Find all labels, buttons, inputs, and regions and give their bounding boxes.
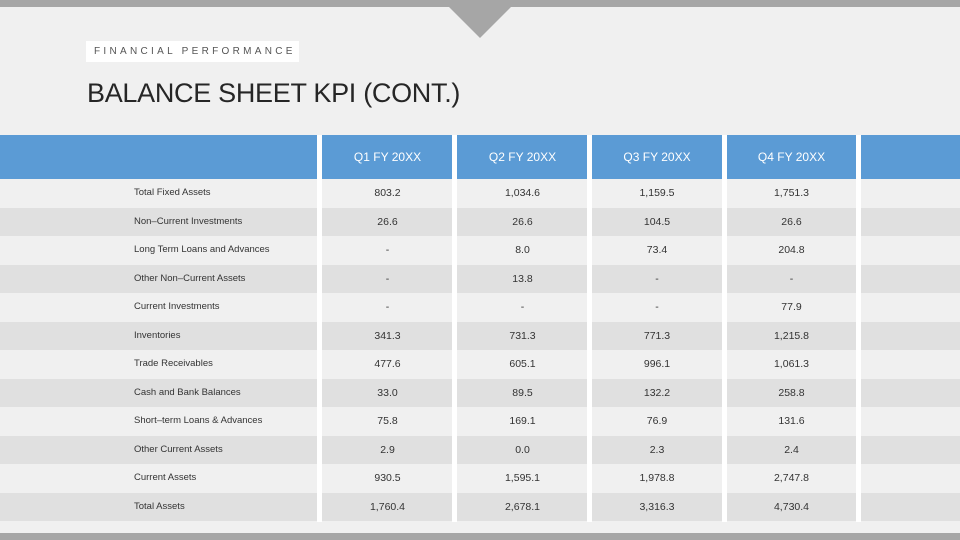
table-cell: - bbox=[655, 301, 659, 313]
top-notch-decoration bbox=[449, 7, 511, 38]
table-cell: 2,678.1 bbox=[504, 500, 541, 513]
table-cell: 2.4 bbox=[784, 443, 799, 456]
row-label: Inventories bbox=[134, 329, 181, 341]
column-header-q2: Q2 FY 20XX bbox=[488, 150, 557, 164]
table-cell: 1,159.5 bbox=[639, 187, 675, 199]
table-cell: 0.0 bbox=[515, 443, 530, 456]
table-cell: 89.5 bbox=[512, 386, 533, 399]
row-label: Total Fixed Assets bbox=[134, 187, 211, 198]
table-cell: 2.9 bbox=[380, 443, 395, 456]
table-cell: 3,316.3 bbox=[639, 500, 675, 513]
table-row bbox=[0, 464, 960, 492]
table-row bbox=[0, 436, 960, 464]
table-row bbox=[0, 379, 960, 407]
table-cell: 930.5 bbox=[374, 472, 401, 484]
table-cell: - bbox=[385, 272, 390, 285]
row-label: Long Term Loans and Advances bbox=[134, 244, 270, 255]
column-separator bbox=[317, 135, 322, 522]
column-header-q4: Q4 FY 20XX bbox=[757, 150, 826, 164]
table-cell: 77.9 bbox=[781, 301, 802, 313]
table-cell: 1,215.8 bbox=[773, 329, 810, 342]
table-cell: 169.1 bbox=[509, 415, 536, 427]
table-row bbox=[0, 493, 960, 521]
row-label: Trade Receivables bbox=[134, 358, 213, 369]
top-frame-bar bbox=[0, 0, 960, 7]
row-label: Short–term Loans & Advances bbox=[134, 415, 263, 426]
table-cell: 26.6 bbox=[781, 215, 802, 228]
table-row bbox=[0, 236, 960, 264]
row-label: Non–Current Investments bbox=[134, 215, 243, 227]
table-cell: 996.1 bbox=[643, 358, 671, 370]
table-cell: 803.2 bbox=[374, 187, 401, 199]
table-cell: 26.6 bbox=[377, 215, 398, 228]
table-row bbox=[0, 322, 960, 350]
table-cell: 33.0 bbox=[377, 386, 398, 399]
column-separator bbox=[452, 135, 457, 522]
table-cell: - bbox=[520, 301, 525, 313]
table-row bbox=[0, 350, 960, 378]
table-cell: 75.8 bbox=[377, 415, 398, 427]
table-cell: 477.6 bbox=[374, 358, 401, 370]
table-cell: 2.3 bbox=[649, 443, 665, 456]
row-label: Cash and Bank Balances bbox=[134, 386, 241, 398]
table-cell: 73.4 bbox=[646, 244, 668, 256]
table-cell: 1,034.6 bbox=[504, 187, 541, 199]
table-cell: 1,760.4 bbox=[369, 500, 406, 513]
row-label: Current Investments bbox=[134, 301, 220, 312]
table-row bbox=[0, 293, 960, 321]
row-label: Current Assets bbox=[134, 472, 197, 483]
table-cell: 1,751.3 bbox=[773, 187, 810, 199]
column-separator bbox=[587, 135, 592, 522]
table-cell: 204.8 bbox=[778, 244, 805, 256]
table-row bbox=[0, 407, 960, 435]
table-row bbox=[0, 179, 960, 207]
table-cell: 258.8 bbox=[778, 386, 805, 399]
table-cell: 2,747.8 bbox=[773, 472, 810, 484]
table-cell: 731.3 bbox=[509, 329, 536, 342]
page-title: BALANCE SHEET KPI (CONT.) bbox=[87, 78, 461, 108]
table-cell: - bbox=[385, 244, 390, 256]
table-cell: 4,730.4 bbox=[773, 500, 810, 513]
table-row bbox=[0, 208, 960, 236]
bottom-frame-bar bbox=[0, 533, 960, 540]
column-separator bbox=[722, 135, 727, 522]
table-cell: 8.0 bbox=[515, 244, 530, 256]
table-cell: - bbox=[385, 301, 390, 313]
section-label: FINANCIAL PERFORMANCE bbox=[86, 41, 299, 62]
table-cell: 26.6 bbox=[512, 215, 533, 228]
row-label: Total Assets bbox=[134, 500, 185, 512]
table-cell: 341.3 bbox=[374, 329, 401, 342]
column-separator bbox=[856, 135, 861, 522]
table-cell: 76.9 bbox=[646, 415, 668, 427]
column-header-q3: Q3 FY 20XX bbox=[623, 150, 691, 164]
table-cell: 1,978.8 bbox=[639, 472, 675, 484]
row-label: Other Current Assets bbox=[134, 443, 223, 455]
table-cell: 131.6 bbox=[778, 415, 805, 427]
table-cell: 771.3 bbox=[643, 329, 671, 342]
table-cell: 104.5 bbox=[643, 215, 671, 228]
table-cell: 605.1 bbox=[509, 358, 536, 370]
table-cell: 132.2 bbox=[643, 386, 671, 399]
column-header-q1: Q1 FY 20XX bbox=[353, 150, 422, 164]
table-cell: 1,595.1 bbox=[504, 472, 541, 484]
table-cell: 1,061.3 bbox=[773, 358, 810, 370]
table-cell: 13.8 bbox=[512, 272, 533, 285]
table-row bbox=[0, 265, 960, 293]
table-cell: - bbox=[789, 272, 794, 285]
row-label: Other Non–Current Assets bbox=[134, 272, 246, 284]
table-cell: - bbox=[655, 272, 659, 285]
